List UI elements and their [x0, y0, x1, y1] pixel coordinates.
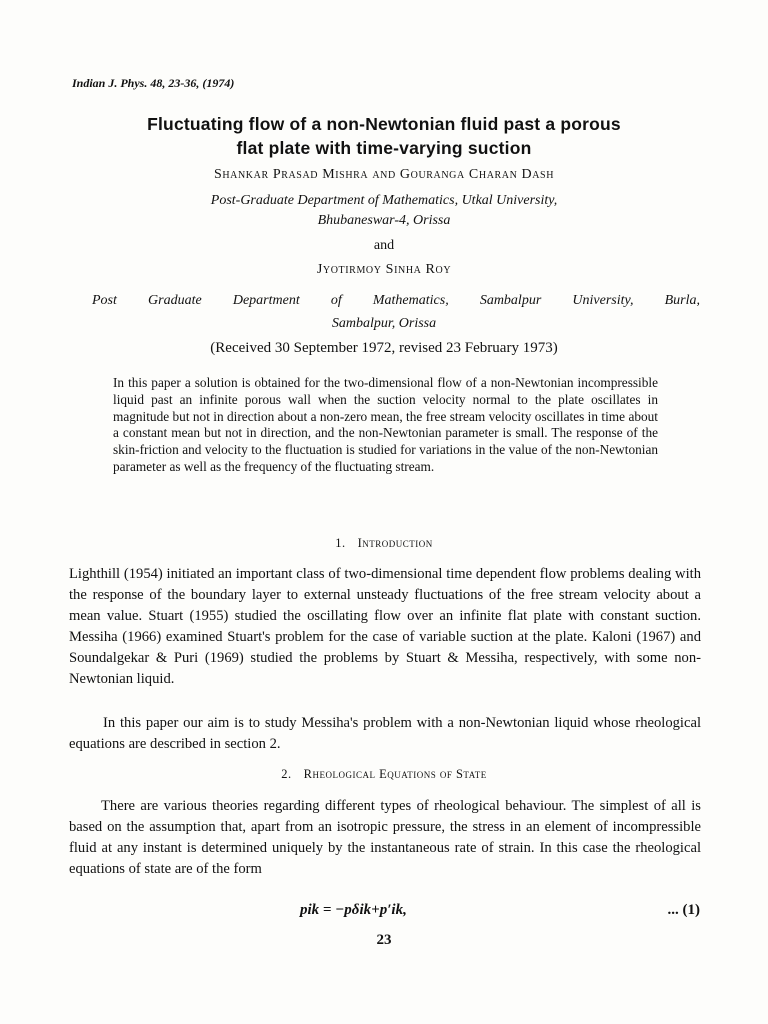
affiliation-1-line-1: Post-Graduate Department of Mathematics, Utkal University,: [210, 193, 558, 208]
section-title: Introduction: [357, 536, 433, 550]
paragraph: In this paper our aim is to study Messiha's problem with a non-Newtonian liquid whose rheological equations are described in section 2.: [69, 715, 701, 752]
section-heading-introduction: [60, 536, 708, 551]
paragraph: There are various theories regarding different types of rheological behaviour. The simplest of all is based on the assumption that, apart from an isotropic pressure, the stress in an element of incompressible fluid at any instant is determined uniquely by the instantaneous rate of strain. In this case the rheological equations of state are of the form: [69, 798, 701, 877]
journal-reference: Indian J. Phys. 48, 23-36, (1974): [72, 76, 235, 90]
title-line-2: flat plate with time-varying suction: [236, 138, 532, 158]
equation-1: [300, 902, 700, 919]
equation-text: pik = −pδik+p′ik,: [300, 902, 407, 918]
affiliation-2-line-2: Sambalpur, Orissa: [331, 316, 437, 331]
affiliation-2-line-1: Post Graduate Department of Mathematics, Sambalpur University, Burla,: [92, 293, 700, 308]
author-conjunction: and: [373, 238, 395, 253]
equation-number: ... (1): [667, 902, 700, 918]
affiliation-1-line-2: Bhubaneswar-4, Orissa: [317, 213, 451, 228]
paper-title: [60, 112, 708, 160]
paragraph: Lighthill (1954) initiated an important class of two-dimensional time dependent flow problems dealing with the response of the boundary layer to external unsteady fluctuations of the free stream velocity about a mean value. Stuart (1955) studied the oscillating flow over an infinite flat plate with constant suction. Messiha (1966) examined Stuart's problem for the case of variable suction at the plate. Kaloni (1967) and Soundalgekar & Puri (1969) studied the problems by Stuart & Messiha, respectively, with some non-Newtonian liquid.: [69, 566, 701, 687]
section-number: 1.: [335, 536, 346, 550]
received-dates: (Received 30 September 1972, revised 23 February 1973): [210, 340, 558, 356]
author-names-2: Jyotirmoy Sinha Roy: [316, 262, 452, 277]
page-number: 23: [376, 932, 392, 948]
abstract: In this paper a solution is obtained for the two-dimensional flow of a non-Newtonian incompressible liquid past an infinite porous wall when the suction velocity normal to the plate oscillates in magnitude but not in direction about a non-zero mean, the free stream velocity oscillates in time about a constant mean but not in direction, and the non-Newtonian parameter is small. The response of the skin-friction and velocity to the fluctuation is studied for variations in the value of the non-Newtonian parameter as well as the frequency of the fluctuating stream.: [113, 375, 658, 474]
section-title: Rheological Equations of State: [303, 767, 487, 781]
title-line-1: Fluctuating flow of a non-Newtonian fluid past a porous: [147, 114, 621, 134]
section-number: 2.: [281, 767, 292, 781]
author-names-1: Shankar Prasad Mishra and Gouranga Charan Dash: [213, 167, 555, 182]
affiliation-1: [60, 191, 708, 231]
section-heading-rheological: [60, 767, 708, 782]
